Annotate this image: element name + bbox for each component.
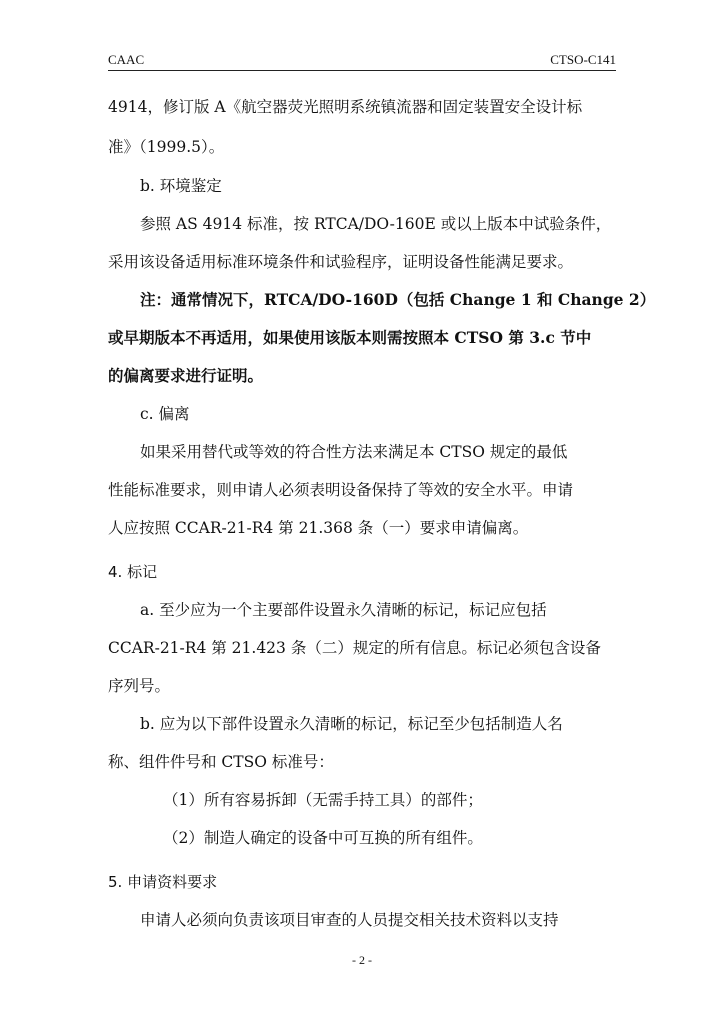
header-rule: [108, 70, 616, 71]
page-header: [108, 52, 616, 72]
list-item: （2）制造人确定的设备中可互换的所有组件。: [163, 829, 483, 847]
body-line: 4914，修订版 A《航空器荧光照明系统镇流器和固定装置安全设计标: [108, 98, 583, 116]
page-number: - 2 -: [352, 953, 372, 967]
section-heading-c: c. 偏离: [140, 405, 190, 423]
body-line: a. 至少应为一个主要部件设置永久清晰的标记，标记应包括: [140, 601, 547, 619]
body-line: CCAR-21-R4 第 21.423 条（二）规定的所有信息。标记必须包含设备: [108, 639, 601, 657]
section-heading-5: 5. 申请资料要求: [108, 873, 218, 891]
list-item: （1）所有容易拆卸（无需手持工具）的部件；: [163, 791, 483, 809]
body-line: 参照 AS 4914 标准，按 RTCA/DO-160E 或以上版本中试验条件，: [140, 215, 612, 233]
body-line: 采用该设备适用标准环境条件和试验程序，证明设备性能满足要求。: [108, 253, 574, 271]
body-line: 准》（1999.5）。: [108, 138, 225, 156]
body-line: 如果采用替代或等效的符合性方法来满足本 CTSO 规定的最低: [140, 443, 568, 461]
body-line: 申请人必须向负责该项目审查的人员提交相关技术资料以支持: [140, 911, 559, 929]
section-heading-b: b. 环境鉴定: [140, 177, 222, 195]
body-line: b. 应为以下部件设置永久清晰的标记，标记至少包括制造人名: [140, 715, 563, 733]
body-line: 称、组件件号和 CTSO 标准号：: [108, 753, 334, 771]
note-line: 的偏离要求进行证明。: [108, 366, 264, 385]
body-line: 序列号。: [108, 677, 171, 695]
note-line: 或早期版本不再适用，如果使用该版本则需按照本 CTSO 第 3.c 节中: [108, 328, 592, 347]
header-organization: CAAC: [108, 52, 145, 67]
body-line: 人应按照 CCAR-21-R4 第 21.368 条（一）要求申请偏离。: [108, 519, 529, 537]
header-document-id: CTSO-C141: [550, 52, 616, 67]
note-line: 注：通常情况下，RTCA/DO-160D（包括 Change 1 和 Change 2）: [140, 290, 656, 309]
section-heading-4: 4. 标记: [108, 563, 158, 581]
body-line: 性能标准要求，则申请人必须表明设备保持了等效的安全水平。申请: [108, 481, 574, 499]
